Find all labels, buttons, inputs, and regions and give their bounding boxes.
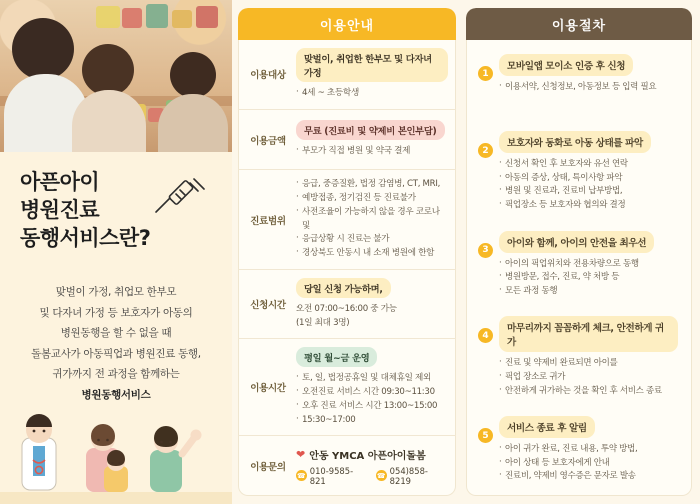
guide-row-item: · 오후 진료 서비스 시간 13:00~15:00 (296, 400, 448, 414)
step-item: · 아이 귀가 완료, 진료 내용, 투약 방법, (499, 443, 678, 457)
intro-line: 귀가까지 전 과정을 함께하는 (52, 368, 180, 381)
hero-photo (0, 0, 232, 152)
left-intro-panel (0, 0, 232, 504)
step-number: 2 (478, 143, 493, 158)
procedure-title: 이용절차 (466, 8, 692, 40)
step-items (499, 357, 678, 398)
guide-row-item: · 토, 일, 법정공휴일 및 대체휴일 제외 (296, 372, 448, 386)
guide-row-item: · 응급, 중증질환, 법정 감염병, CT, MRI, (296, 178, 448, 192)
guide-row-items (296, 145, 448, 159)
procedure-step-5 (474, 410, 684, 490)
guide-row-items (296, 178, 448, 261)
step-heading: 서비스 종료 후 알림 (499, 416, 595, 438)
guide-row-scope (238, 170, 456, 270)
step-item-cont: · 모든 과정 동행 (499, 285, 678, 299)
guide-row-items (296, 87, 448, 101)
step-number: 4 (478, 328, 493, 343)
guide-row-item: · (1일 최대 3명) (296, 317, 448, 331)
guide-row-body (292, 118, 448, 162)
guide-row-item-cont: · 응급상황 시 진료는 불가 (296, 233, 448, 247)
usage-guide-title: 이용안내 (238, 8, 456, 40)
guide-row-item: · 사전조율이 가능하지 않을 경우 코로나 및 (296, 206, 448, 234)
guide-row-item: · 오전진료 서비스 시간 09:30~11:30 (296, 386, 448, 400)
guide-row-label: 이용금액 (250, 135, 286, 147)
step-item-cont: · 아이 상태 등 보호자에게 안내 (499, 457, 678, 471)
guide-row-items (296, 303, 448, 331)
guide-row-body (292, 178, 448, 261)
step-items (499, 258, 678, 299)
illustration-family (0, 386, 232, 504)
guide-row-label: 진료범위 (250, 215, 286, 227)
intro-line: 돌봄교사가 아동픽업과 병원진료 동행, (31, 347, 201, 360)
guide-row-item: · 오전 07:00~16:00 중 가능 (296, 303, 448, 317)
step-number: 5 (478, 428, 493, 443)
heart-icon: ❤ (296, 447, 306, 461)
child-figure (12, 18, 74, 80)
guide-row-body (292, 48, 448, 101)
step-items (499, 443, 678, 484)
step-item: · 진료비, 약제비 영수증은 문자로 발송 (499, 470, 678, 484)
step-number: 1 (478, 66, 493, 81)
step-item: · 신청서 확인 후 보호자와 유선 연락 (499, 158, 678, 172)
intro-line: 및 다자녀 가정 등 보호자가 아동의 (39, 306, 193, 319)
guide-row-target (238, 40, 456, 110)
guide-row-items (296, 372, 448, 427)
contact-organization (296, 447, 448, 462)
step-item: · 아이의 픽업위치와 전용차량으로 동행 (499, 258, 678, 272)
procedure-steps (466, 40, 692, 496)
step-item: · 안전하게 귀가하는 것을 확인 후 서비스 종료 (499, 385, 678, 399)
procedure-step-3 (474, 225, 684, 305)
guide-row-label: 이용시간 (250, 383, 286, 395)
page-title-line-2: 병원진료 (20, 198, 100, 223)
step-content (499, 416, 678, 484)
intro-line: 맞벌이 가정, 취업모 한부모 (55, 286, 177, 299)
guide-row-pill: 평일 월~금 운영 (296, 347, 377, 367)
step-heading: 마무리까지 꼼꼼하게 체크, 안전하게 귀가 (499, 316, 678, 352)
toy-block (196, 6, 218, 28)
toy-block (172, 10, 192, 28)
guide-row-body (292, 278, 448, 331)
phone-icon: ☎ (376, 471, 386, 480)
intro-service-name: 병원동행서비스 (81, 388, 151, 401)
child-figure (170, 52, 216, 98)
guide-row-pill: 무료 (진료비 및 약제비 본인부담) (296, 120, 445, 140)
step-item: · 병원 및 진료과, 진료비 납부방법, (499, 185, 678, 199)
step-heading: 아이와 함께, 아이의 안전을 최우선 (499, 231, 654, 253)
guide-row-item-cont: · 15:30~17:00 (296, 414, 448, 428)
contact-phone[interactable] (376, 466, 448, 486)
procedure-card (466, 8, 692, 496)
guide-row-fee (238, 110, 456, 171)
guide-row-pill: 당일 신청 가능하며, (296, 278, 391, 298)
guide-row-body (292, 347, 448, 427)
step-heading: 보호자와 동화로 아동 상태를 파악 (499, 131, 651, 153)
guide-row-item-cont: · 예방접종, 정기검진 등 진료불가 (296, 192, 448, 206)
step-item-cont: · 픽업 장소로 귀가 (499, 371, 678, 385)
guide-row-apply-time (238, 270, 456, 340)
guide-row-item: · 부모가 직접 병원 및 약국 결제 (296, 145, 448, 159)
page-title-line-3: 동행서비스란? (20, 226, 151, 251)
guide-row-service-hours (238, 339, 456, 436)
step-items (499, 158, 678, 212)
procedure-panel (464, 0, 700, 504)
contact-body (292, 447, 448, 486)
child-figure (82, 44, 134, 96)
usage-guide-rows (238, 40, 456, 496)
step-heading: 모바일앱 모이소 인증 후 신청 (499, 54, 633, 76)
usage-guide-panel (232, 0, 464, 504)
child-figure (158, 94, 228, 152)
procedure-step-1 (474, 48, 684, 119)
intro-line: 병원동행을 할 수 없을 때 (60, 327, 172, 340)
contact-org-label: 안동 YMCA 아픈아이돌봄 (309, 450, 426, 462)
phone-icon: ☎ (297, 471, 306, 480)
contact-phone-number: 054)858-8219 (389, 465, 428, 486)
guide-row-label: 신청시간 (250, 300, 286, 312)
toy-block (146, 4, 168, 28)
procedure-step-2 (474, 125, 684, 218)
guide-row-contact (238, 436, 456, 496)
step-item: · 병원방문, 접수, 진료, 약 처방 등 (499, 271, 678, 285)
procedure-step-4 (474, 310, 684, 404)
step-item: · 아동의 증상, 상태, 특이사항 파악 (499, 172, 678, 186)
step-content (499, 54, 678, 95)
contact-phone-number: 010-9585-821 (309, 465, 354, 486)
child-figure (72, 90, 146, 152)
usage-guide-card (238, 8, 456, 496)
guide-row-label: 이용대상 (250, 70, 286, 82)
guide-row-item: · 경상북도 안동시 내 소재 병원에 한함 (296, 247, 448, 261)
guide-row-label: 이용문의 (250, 462, 286, 474)
step-item: · 이용서약, 신청정보, 아동정보 등 입력 필요 (499, 81, 678, 95)
page-title (20, 168, 212, 252)
contact-phones (296, 466, 448, 486)
step-number: 3 (478, 243, 493, 258)
guide-row-item: · 4세 ~ 초등학생 (296, 87, 448, 101)
step-content (499, 316, 678, 398)
step-items (499, 81, 678, 95)
toy-block (122, 8, 142, 28)
step-item: · 진료 및 약제비 완료되면 아이를 (499, 357, 678, 371)
step-content (499, 231, 678, 299)
step-item-cont: · 픽업장소 등 보호자와 협의와 결정 (499, 199, 678, 213)
contact-phone[interactable] (296, 466, 368, 486)
toy-block (96, 6, 120, 28)
guide-row-pill: 맞벌이, 취업한 한부모 및 다자녀 가정 (296, 48, 448, 82)
left-text-block (0, 152, 232, 405)
page-title-line-1: 아픈아이 (20, 170, 100, 194)
step-content (499, 131, 678, 212)
